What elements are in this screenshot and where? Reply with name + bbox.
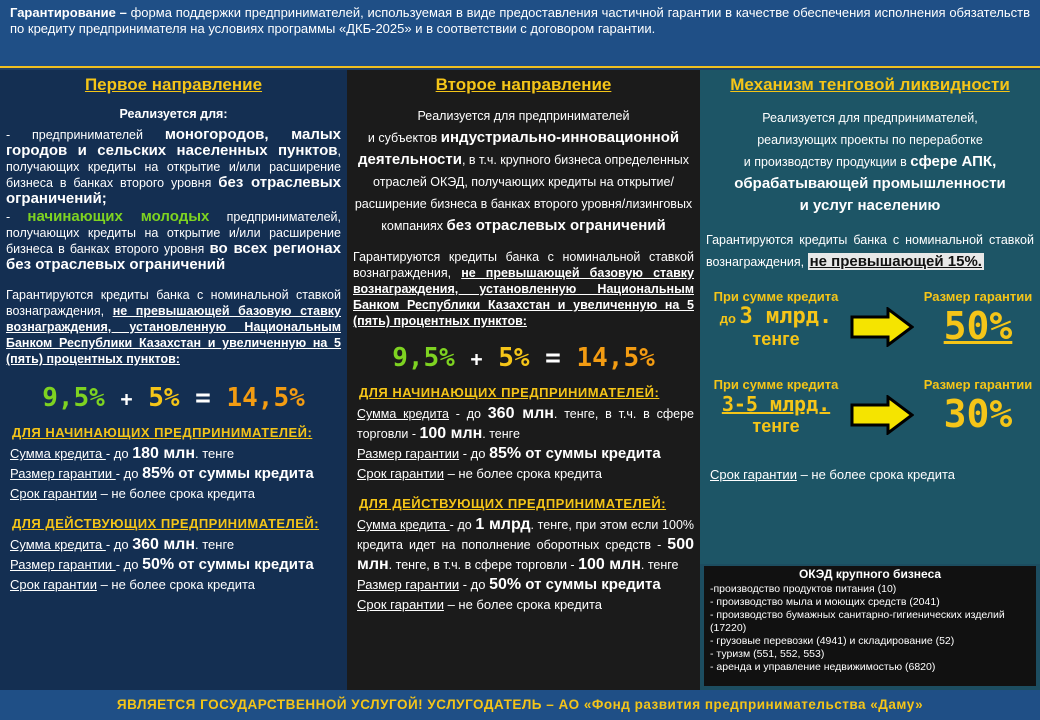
col2-intro-d: без отраслевых ограничений bbox=[446, 217, 666, 234]
suffix: – не более срока кредита bbox=[96, 486, 255, 501]
prefix: - до bbox=[459, 577, 490, 592]
col3-intro-4: обрабатывающей промышленности bbox=[734, 175, 1006, 192]
suffix: – не более срока кредита bbox=[796, 467, 955, 482]
label: Размер гарантии bbox=[10, 466, 116, 481]
col1-existing-loan-amount bbox=[10, 535, 341, 555]
col2-intro-b: индустриально-инновационной деятельности bbox=[357, 129, 680, 168]
col1-new-loan-amount bbox=[10, 444, 341, 464]
suffix: от суммы кредита bbox=[174, 556, 314, 573]
col2-formula-base: 9,5% bbox=[392, 343, 455, 373]
col1-p1-b: моногородов, малых городов и сельских населенных пунктов bbox=[6, 126, 341, 159]
middle: . тенге, в т.ч. в сфере торговли - bbox=[357, 407, 694, 441]
header-term: Гарантирование – bbox=[10, 5, 127, 20]
col3-intro bbox=[706, 107, 1034, 217]
prefix: - до bbox=[449, 518, 476, 532]
arrow-right-icon bbox=[850, 307, 914, 347]
value: 85% bbox=[489, 445, 522, 462]
col2-existing-loan-amount bbox=[353, 515, 694, 575]
col1-guarantee-text bbox=[6, 287, 341, 367]
okved-item: -производство продуктов питания (10) bbox=[710, 583, 897, 595]
prefix: - до bbox=[105, 537, 133, 552]
value: 360 млн bbox=[487, 405, 554, 422]
col3-tier-2-guarantee bbox=[916, 377, 1040, 436]
value: 360 млн bbox=[132, 536, 196, 553]
arrow-right-shape bbox=[852, 397, 912, 433]
value: 180 млн bbox=[132, 445, 196, 462]
label: Сумма кредита bbox=[357, 407, 449, 421]
label: Сумма кредита bbox=[10, 446, 106, 461]
col1-formula-margin: 5% bbox=[148, 383, 180, 413]
col1-p2-c: предпринимателей, получающих кредиты на открытие и/или расширение бизнеса в банках второго уровня bbox=[6, 210, 341, 256]
okved-large-business-box bbox=[704, 566, 1036, 686]
value: 50% bbox=[142, 556, 175, 573]
suffix: . тенге bbox=[640, 558, 679, 572]
col2-formula-margin: 5% bbox=[498, 343, 530, 373]
okved-item: - аренда и управление недвижимостью (6820) bbox=[710, 661, 936, 673]
arrow-right-icon bbox=[850, 395, 914, 435]
col3-tier-2-guarantee-value: 30% bbox=[943, 392, 1013, 436]
col3-tier-2 bbox=[706, 377, 1034, 459]
col2-intro-c: , в т.ч. крупного бизнеса определенных отраслей ОКЭД, получающих кредиты на открытие/расширение бизнеса в банках второго уровня/лизинговых компаниях bbox=[354, 153, 693, 233]
label: Размер гарантии bbox=[357, 577, 460, 592]
label: Сумма кредита bbox=[357, 518, 450, 532]
okved-title: ОКЭД крупного бизнеса bbox=[798, 567, 942, 581]
col3-tier-1-condition bbox=[706, 289, 846, 350]
col3-intro-1: Реализуется для предпринимателей, bbox=[762, 111, 978, 125]
second-direction-title: Второе направление bbox=[435, 75, 612, 94]
label: Размер гарантии bbox=[10, 557, 116, 572]
col3-tier-1-label: При сумме кредита bbox=[713, 289, 839, 304]
col1-intro-label: Реализуется для: bbox=[119, 107, 228, 121]
label: Размер гарантии bbox=[357, 446, 460, 461]
col1-formula-plus: + bbox=[120, 387, 133, 411]
col3-guar-a: Гарантируются кредиты банка с номинальной ставкой вознаграждения, bbox=[706, 233, 1034, 269]
col3-tier-1-guarantee-value: 50% bbox=[943, 304, 1013, 348]
col2-section-new: ДЛЯ НАЧИНАЮЩИХ ПРЕДПРИНИМАТЕЛЕЙ: bbox=[359, 385, 660, 400]
col2-intro-a: и субъектов bbox=[367, 131, 441, 145]
col2-new-guarantee-size bbox=[357, 444, 694, 464]
prefix: - до bbox=[115, 557, 143, 572]
label: Срок гарантии bbox=[710, 467, 797, 482]
col1-p2-b: начинающих молодых bbox=[27, 208, 210, 225]
value: 85% bbox=[142, 465, 175, 482]
col1-paragraph-1 bbox=[6, 127, 341, 207]
suffix: . тенге bbox=[195, 537, 235, 552]
suffix: от суммы кредита bbox=[521, 576, 661, 593]
col2-guar-a: Гарантируются кредиты банка с номинальной ставкой вознаграждения, bbox=[353, 250, 694, 280]
col3-guarantee-text bbox=[706, 229, 1034, 273]
col2-intro bbox=[353, 105, 694, 237]
prefix: - до bbox=[459, 446, 490, 461]
col3-tier-1-amount: 3 млрд. bbox=[739, 304, 833, 329]
col1-paragraph-2 bbox=[6, 209, 341, 273]
value-3: 100 млн bbox=[578, 556, 641, 573]
col1-existing-details bbox=[6, 535, 341, 595]
middle: . тенге, при этом если 100% кредита идет на пополнение оборотных средств - bbox=[357, 518, 695, 552]
col3-tier-2-condition bbox=[706, 377, 846, 437]
col3-guar-b: не превышающей 15%. bbox=[809, 253, 982, 270]
value-2: 500 млн bbox=[357, 536, 694, 573]
col2-formula-total: 14,5% bbox=[576, 343, 655, 373]
suffix: – не более срока кредита bbox=[443, 597, 602, 612]
label: Срок гарантии bbox=[357, 466, 444, 481]
col2-section-existing: ДЛЯ ДЕЙСТВУЮЩИХ ПРЕДПРИНИМАТЕЛЕЙ: bbox=[359, 496, 667, 511]
col1-p1-d: без отраслевых ограничений; bbox=[6, 174, 341, 207]
value-2: 100 млн bbox=[419, 425, 483, 442]
col1-formula-base: 9,5% bbox=[42, 383, 105, 413]
col1-p1-c: , получающих кредиты на открытие и/или расширение бизнеса в банках второго уровня bbox=[6, 144, 341, 190]
col1-new-details bbox=[6, 444, 341, 504]
col3-tier-1 bbox=[706, 289, 1034, 371]
col1-section-existing: ДЛЯ ДЕЙСТВУЮЩИХ ПРЕДПРИНИМАТЕЛЕЙ: bbox=[12, 516, 320, 531]
col1-guar-b: не превышающей базовую ставку вознаграждения, установленную Национальным Банком Республики Казахстан и увеличенную на 5 (пять) процентных пунктов: bbox=[6, 304, 341, 366]
col2-new-details bbox=[353, 444, 694, 484]
col3-tier-2-guarantee-label: Размер гарантии bbox=[923, 377, 1033, 392]
label: Сумма кредита bbox=[10, 537, 106, 552]
prefix: - до bbox=[105, 446, 133, 461]
col2-guar-b: не превышающей базовую ставку вознаграждения, установленную Национальным Банком Республики Казахстан и увеличенную на 5 (пять) процентных пунктов: bbox=[353, 266, 694, 328]
col3-tier-1-unit: тенге bbox=[752, 329, 800, 349]
prefix: - до bbox=[448, 407, 488, 421]
suffix: – не более срока кредита bbox=[96, 577, 255, 592]
col3-intro-5: и услуг населению bbox=[799, 197, 941, 214]
col1-formula-equals: = bbox=[195, 383, 211, 413]
label: Срок гарантии bbox=[10, 577, 97, 592]
value: 50% bbox=[489, 576, 522, 593]
second-direction-column bbox=[347, 70, 700, 690]
col1-section-new: ДЛЯ НАЧИНАЮЩИХ ПРЕДПРИНИМАТЕЛЕЙ: bbox=[12, 425, 313, 440]
suffix: от суммы кредита bbox=[521, 445, 661, 462]
col1-guar-a: Гарантируются кредиты банка с номинальной ставкой вознаграждения, bbox=[6, 288, 341, 318]
footer-banner: ЯВЛЯЕТСЯ ГОСУДАРСТВЕННОЙ УСЛУГОЙ! УСЛУГОДАТЕЛЬ – АО «Фонд развития предпринимательства «Даму» bbox=[0, 690, 1040, 720]
col3-intro-3a: и производству продукции в bbox=[743, 155, 911, 169]
col3-guarantee-term bbox=[706, 465, 1034, 485]
suffix: от суммы кредита bbox=[174, 465, 314, 482]
col2-formula-plus: + bbox=[470, 347, 483, 371]
col2-intro-line1: Реализуется для предпринимателей bbox=[417, 109, 630, 123]
col2-existing-details bbox=[353, 575, 694, 615]
col3-intro-2: реализующих проекты по переработке bbox=[757, 133, 983, 147]
header-banner bbox=[0, 0, 1040, 68]
suffix: – не более срока кредита bbox=[443, 466, 602, 481]
label: Срок гарантии bbox=[357, 597, 444, 612]
okved-item: - туризм (551, 552, 553) bbox=[710, 648, 825, 660]
col1-p2-a: - bbox=[6, 210, 28, 224]
col1-new-guarantee-term bbox=[10, 484, 341, 504]
col1-p2-d: во всех регионах без отраслевых ограничений bbox=[6, 240, 341, 273]
suffix: . тенге bbox=[195, 446, 235, 461]
col2-guarantee-text bbox=[353, 249, 694, 329]
suffix: . тенге bbox=[482, 427, 520, 441]
col3-tier-1-guarantee bbox=[916, 289, 1040, 348]
col1-rate-formula bbox=[6, 383, 341, 413]
first-direction-column bbox=[0, 70, 347, 690]
col1-new-guarantee-size bbox=[10, 464, 341, 484]
col3-tier-1-guarantee-label: Размер гарантии bbox=[923, 289, 1033, 304]
label: Срок гарантии bbox=[10, 486, 97, 501]
okved-item: - производство бумажных санитарно-гигиенических изделий (17220) bbox=[710, 609, 1005, 634]
col1-existing-guarantee-size bbox=[10, 555, 341, 575]
col3-tier-2-unit: тенге bbox=[752, 416, 800, 436]
col1-formula-total: 14,5% bbox=[226, 383, 305, 413]
col3-intro-3b: сфере АПК, bbox=[910, 153, 997, 170]
col3-tier-1-prefix: до bbox=[719, 311, 740, 326]
header-text: форма поддержки предпринимателей, используемая в виде предоставления частичной гарантии в качестве обеспечения исполнения обязательств по кредиту предпринимателя на условиях программы «ДКБ-2025» и в соответствии с договором гарантии. bbox=[10, 5, 1030, 36]
okved-item: - производство мыла и моющих средств (2041) bbox=[710, 596, 940, 608]
prefix: - до bbox=[115, 466, 143, 481]
value: 1 млрд bbox=[475, 516, 531, 533]
col2-existing-guarantee-size bbox=[357, 575, 694, 595]
okved-item: - грузовые перевозки (4941) и складирование (52) bbox=[710, 635, 955, 647]
col3-tier-2-label: При сумме кредита bbox=[713, 377, 839, 392]
col2-rate-formula bbox=[353, 343, 694, 373]
col1-p1-a: - предпринимателей bbox=[6, 128, 165, 142]
tenge-liquidity-title: Механизм тенговой ликвидности bbox=[730, 75, 1010, 94]
col2-formula-equals: = bbox=[545, 343, 561, 373]
col2-new-guarantee-term bbox=[357, 464, 694, 484]
arrow-right-shape bbox=[852, 309, 912, 345]
col2-new-loan-amount bbox=[353, 404, 694, 444]
col2-existing-guarantee-term bbox=[357, 595, 694, 615]
col1-existing-guarantee-term bbox=[10, 575, 341, 595]
middle-2: . тенге, в т.ч. в сфере торговли - bbox=[388, 558, 579, 572]
first-direction-title: Первое направление bbox=[84, 75, 263, 94]
col3-tier-2-amount: 3-5 млрд. bbox=[721, 392, 831, 416]
